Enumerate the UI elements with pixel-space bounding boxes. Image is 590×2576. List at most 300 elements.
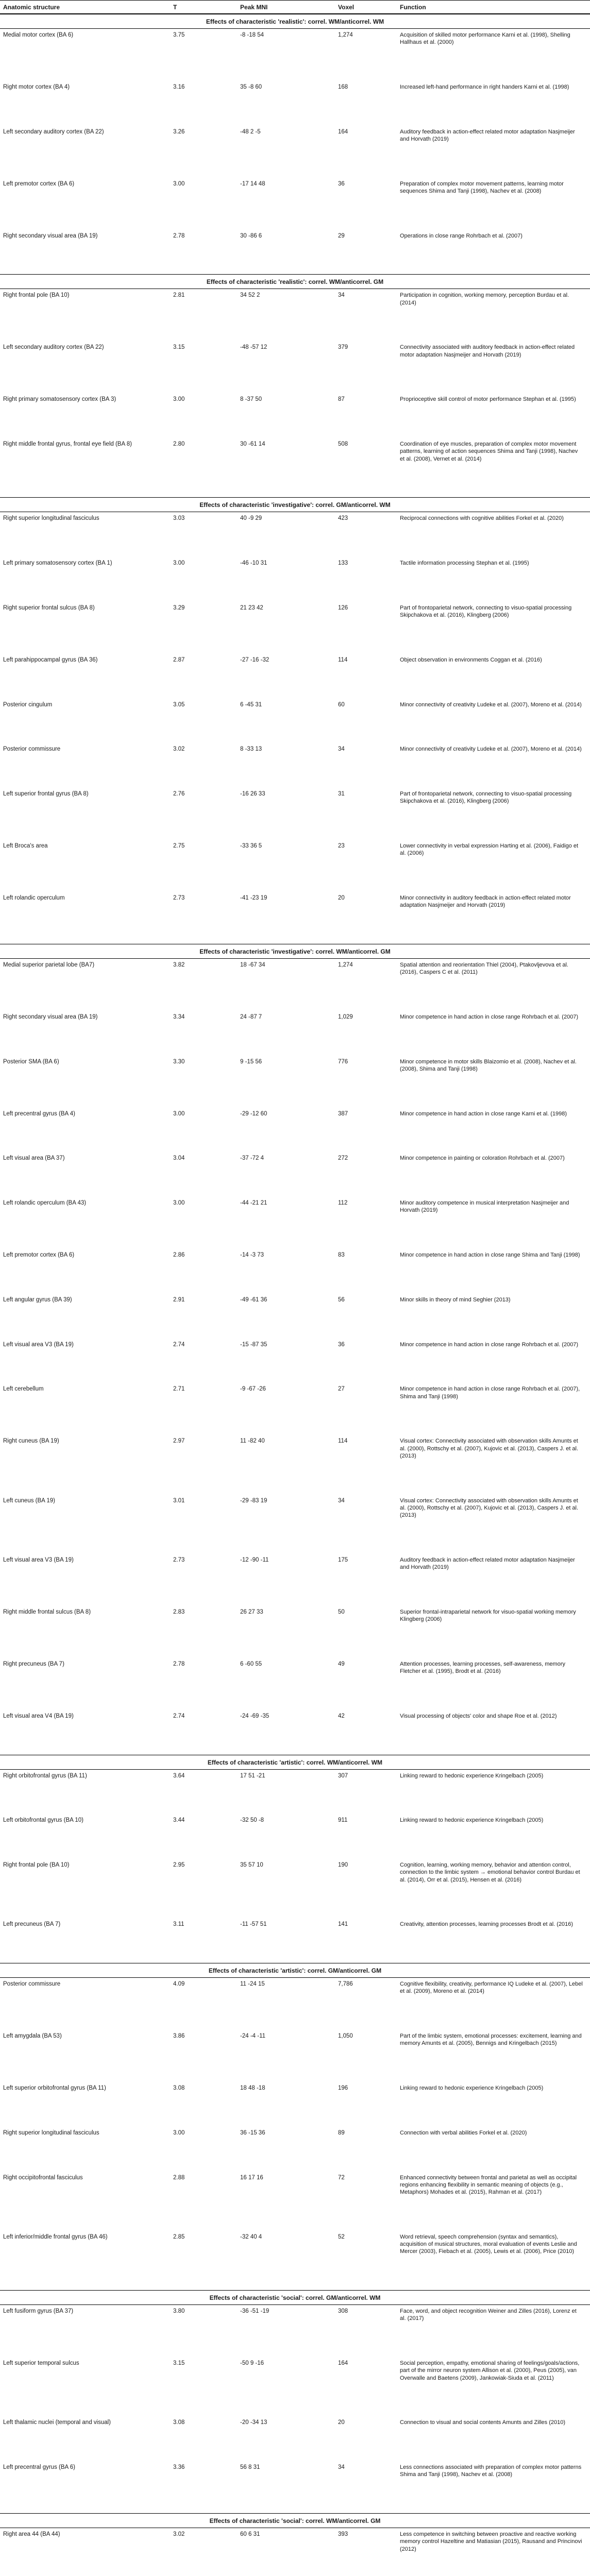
cell-function: Linking reward to hedonic experience Kringelbach (2005) <box>400 2085 544 2091</box>
cell-structure: Left precuneus (BA 7) <box>3 1921 61 1928</box>
cell-voxel: 83 <box>338 1252 345 1259</box>
cell-peak-mni: -20 -34 13 <box>240 2419 267 2426</box>
cell-voxel: 29 <box>338 232 345 239</box>
section-title: Effects of characteristic 'social': correl. GM/anticorrel. WM <box>0 2290 590 2305</box>
cell-peak-mni: -50 9 -16 <box>240 2360 264 2366</box>
cell-peak-mni: -29 -12 60 <box>240 1110 267 1117</box>
cell-function: Auditory feedback in action-effect related motor adaptation Nasjmeijer and Horvath (2019) <box>400 128 575 143</box>
table-row <box>0 2127 590 2172</box>
cell-voxel: 387 <box>338 1110 348 1117</box>
cell-peak-mni: 18 48 -18 <box>240 2085 265 2091</box>
cell-voxel: 34 <box>338 746 345 753</box>
cell-voxel: 141 <box>338 1921 348 1928</box>
cell-function: Lower connectivity in verbal expression Harting et al. (2006), Faidigo et al. (2006) <box>400 843 579 857</box>
cell-peak-mni: 21 23 42 <box>240 604 263 611</box>
cell-structure: Medial superior parietal lobe (BA7) <box>3 961 95 968</box>
cell-structure: Right motor cortex (BA 4) <box>3 83 70 90</box>
cell-t: 2.76 <box>173 791 185 798</box>
cell-function: Less connections associated with preparation of complex motor patterns Shima and Tanji (1998), Nachev et al. (2008) <box>400 2464 582 2478</box>
cell-peak-mni: -49 -61 36 <box>240 1296 267 1303</box>
cell-voxel: 1,050 <box>338 2033 353 2040</box>
cell-function: Minor competence in motor skills Blaizomio et al. (2008), Nachev et al. (2008), Shima and Tanji (1998) <box>400 1058 577 1072</box>
cell-peak-mni: -27 -16 -32 <box>240 656 269 663</box>
cell-peak-mni: -32 40 4 <box>240 2233 262 2240</box>
cell-function: Linking reward to hedonic experience Kringelbach (2005) <box>400 1772 544 1779</box>
header-voxel: Voxel <box>338 4 355 11</box>
cell-voxel: 308 <box>338 2308 348 2315</box>
cell-structure: Left visual area V3 (BA 19) <box>3 1556 74 1563</box>
header-function: Function <box>400 4 426 11</box>
cell-structure: Left angular gyrus (BA 39) <box>3 1296 72 1303</box>
cell-structure: Left fusiform gyrus (BA 37) <box>3 2308 74 2315</box>
cell-t: 3.80 <box>173 2308 185 2315</box>
cell-function: Superior frontal-intraparietal network for visuo-spatial working memory Klingberg (2006) <box>400 1608 576 1623</box>
cell-peak-mni: 30 -86 6 <box>240 232 262 239</box>
cell-t: 3.03 <box>173 515 185 522</box>
table-row <box>0 2305 590 2357</box>
cell-peak-mni: -24 -4 -11 <box>240 2033 266 2040</box>
table-row <box>0 2231 590 2290</box>
cell-voxel: 393 <box>338 2531 348 2537</box>
section-title: Effects of characteristic 'investigative': correl. WM/anticorrel. GM <box>0 944 590 959</box>
table-row <box>0 2172 590 2231</box>
cell-voxel: 20 <box>338 895 345 902</box>
cell-structure: Left superior temporal sulcus <box>3 2360 79 2366</box>
cell-t: 3.15 <box>173 344 185 351</box>
cell-t: 2.83 <box>173 1608 185 1615</box>
cell-peak-mni: 8 -33 13 <box>240 746 262 753</box>
cell-peak-mni: -44 -21 21 <box>240 1200 267 1207</box>
cell-voxel: 36 <box>338 180 345 187</box>
table-row <box>0 699 590 743</box>
cell-t: 3.00 <box>173 560 185 567</box>
cell-structure: Right superior longitudinal fasciculus <box>3 515 99 522</box>
cell-structure: Left visual area (BA 37) <box>3 1155 65 1162</box>
cell-structure: Left amygdala (BA 53) <box>3 2033 62 2040</box>
cell-function: Increased left-hand performance in right handers Karni et al. (1998) <box>400 83 569 90</box>
table-row <box>0 1978 590 2030</box>
cell-peak-mni: -48 -57 12 <box>240 344 267 351</box>
cell-structure: Posterior SMA (BA 6) <box>3 1058 59 1065</box>
table-row <box>0 2357 590 2416</box>
cell-function: Minor competence in hand action in close range Rohrbach et al. (2007) <box>400 1341 579 1348</box>
cell-t: 2.95 <box>173 1862 185 1869</box>
section-title: Effects of characteristic 'investigative': correl. GM/anticorrel. WM <box>0 497 590 512</box>
cell-peak-mni: 16 17 16 <box>240 2174 263 2181</box>
cell-voxel: 126 <box>338 604 348 611</box>
table-row <box>0 959 590 1011</box>
cell-t: 3.29 <box>173 604 185 611</box>
cell-peak-mni: 8 -37 50 <box>240 396 262 403</box>
cell-structure: Left thalamic nuclei (temporal and visual) <box>3 2419 111 2426</box>
cell-voxel: 7,786 <box>338 1981 353 1988</box>
cell-voxel: 911 <box>338 1817 348 1824</box>
cell-t: 3.01 <box>173 1497 185 1504</box>
cell-voxel: 164 <box>338 128 348 135</box>
cell-function: Minor skills in theory of mind Seghier (2013) <box>400 1296 511 1303</box>
header-peak-mni: Peak MNI <box>240 4 268 11</box>
cell-voxel: 114 <box>338 656 348 663</box>
table-row <box>0 1197 590 1249</box>
cell-t: 3.15 <box>173 2360 185 2366</box>
cell-function: Minor auditory competence in musical interpretation Nasjmeijer and Horvath (2019) <box>400 1200 569 1214</box>
cell-structure: Left superior orbitofrontal gyrus (BA 11) <box>3 2085 106 2091</box>
table-row <box>0 438 590 497</box>
table-row <box>0 654 590 699</box>
cell-t: 3.30 <box>173 1058 185 1065</box>
cell-voxel: 20 <box>338 2419 345 2426</box>
table-row <box>0 341 590 393</box>
section-title: Effects of characteristic 'realistic': correl. WM/anticorrel. WM <box>0 14 590 29</box>
cell-t: 3.82 <box>173 961 185 968</box>
cell-structure: Left visual area V4 (BA 19) <box>3 1713 74 1719</box>
cell-t: 3.00 <box>173 180 185 187</box>
cell-function: Visual cortex: Connectivity associated with observation skills Amunts et al. (2000), Rottschy et al. (2007), Kujovic et al. (2013), Caspers J. et al. (2013) <box>400 1438 579 1459</box>
cell-t: 4.09 <box>173 1981 185 1988</box>
cell-peak-mni: -17 14 48 <box>240 180 265 187</box>
table-row <box>0 743 590 788</box>
cell-voxel: 114 <box>338 1438 348 1445</box>
cell-function: Less competence in switching between proactive and reactive working memory control Hazeltine and Matiasian (2015), Rausand and Princinovi (2012) <box>400 2531 582 2552</box>
cell-function: Object observation in environments Coggan et al. (2016) <box>400 656 542 663</box>
table-row <box>0 1383 590 1435</box>
cell-voxel: 23 <box>338 843 345 850</box>
cell-function: Word retrieval, speech comprehension (syntax and semantics), acquisition of musical structures, moral evaluation of events Leslie and Mercer (2003), Fiebach et al. (2005), Lewis et al. (2006), Price (2010) <box>400 2233 577 2255</box>
cell-structure: Posterior commissure <box>3 746 61 753</box>
cell-peak-mni: 35 -8 60 <box>240 83 262 90</box>
cell-voxel: 72 <box>338 2174 345 2181</box>
cell-peak-mni: 18 -67 34 <box>240 961 265 968</box>
cell-structure: Left cerebellum <box>3 1386 44 1393</box>
cell-voxel: 89 <box>338 2129 345 2136</box>
section-title: Effects of characteristic 'artistic': correl. WM/anticorrel. WM <box>0 1755 590 1770</box>
cell-voxel: 27 <box>338 1386 345 1393</box>
cell-structure: Right orbitofrontal gyrus (BA 11) <box>3 1772 87 1779</box>
header-structure: Anatomic structure <box>3 4 60 11</box>
cell-t: 2.73 <box>173 1556 185 1563</box>
cell-t: 3.26 <box>173 128 185 135</box>
table-row <box>0 1011 590 1056</box>
cell-t: 2.97 <box>173 1438 185 1445</box>
cell-peak-mni: 35 57 10 <box>240 1862 263 1869</box>
cell-structure: Left premotor cortex (BA 6) <box>3 180 75 187</box>
cell-voxel: 776 <box>338 1058 348 1065</box>
cell-function: Operations in close range Rohrbach et al. (2007) <box>400 232 522 239</box>
table-row <box>0 1710 590 1755</box>
cell-structure: Right occipitofrontal fasciculus <box>3 2174 83 2181</box>
cell-peak-mni: 40 -9 29 <box>240 515 262 522</box>
cell-t: 3.00 <box>173 1200 185 1207</box>
cell-structure: Right middle frontal gyrus, frontal eye field (BA 8) <box>3 441 132 448</box>
cell-function: Minor competence in painting or coloration Rohrbach et al. (2007) <box>400 1155 565 1162</box>
cell-peak-mni: -32 50 -8 <box>240 1817 264 1824</box>
cell-t: 2.87 <box>173 656 185 663</box>
table-row <box>0 81 590 126</box>
cell-peak-mni: -33 36 5 <box>240 843 262 850</box>
cell-t: 2.86 <box>173 1252 185 1259</box>
table-row <box>0 892 590 944</box>
cell-peak-mni: -9 -67 -26 <box>240 1386 266 1393</box>
cell-voxel: 1,029 <box>338 1013 353 1020</box>
cell-t: 3.00 <box>173 396 185 403</box>
cell-t: 2.74 <box>173 1713 185 1719</box>
cell-peak-mni: -15 -87 35 <box>240 1341 267 1348</box>
cell-t: 2.78 <box>173 232 185 239</box>
cell-function: Participation in cognition, working memory, perception Burdau et al. (2014) <box>400 292 569 306</box>
table-row <box>0 1770 590 1815</box>
cell-structure: Right precuneus (BA 7) <box>3 1660 64 1667</box>
cell-t: 2.78 <box>173 1660 185 1667</box>
cell-function: Part of the limbic system, emotional processes: excitement, learning and memory Amunts et al. (2005), Bennigs and Kringelbach (2015) <box>400 2033 582 2047</box>
cell-structure: Left secondary auditory cortex (BA 22) <box>3 344 104 351</box>
table-row <box>0 1606 590 1658</box>
table-header <box>0 0 590 14</box>
cell-t: 3.04 <box>173 1155 185 1162</box>
cell-voxel: 34 <box>338 1497 345 1504</box>
cell-t: 2.74 <box>173 1341 185 1348</box>
cell-structure: Right superior frontal sulcus (BA 8) <box>3 604 95 611</box>
cell-t: 3.64 <box>173 1772 185 1779</box>
cell-structure: Left Broca's area <box>3 843 48 850</box>
table-row <box>0 1918 590 1963</box>
cell-function: Part of frontoparietal network, connecting to visuo-spatial processing Skipchakova et al. (2016), Klingberg (2006) <box>400 604 572 619</box>
cell-peak-mni: 36 -15 36 <box>240 2129 265 2136</box>
cell-voxel: 50 <box>338 1608 345 1615</box>
cell-peak-mni: 11 -82 40 <box>240 1438 265 1445</box>
cell-peak-mni: 6 -60 55 <box>240 1660 262 1667</box>
cell-structure: Left primary somatosensory cortex (BA 1) <box>3 560 112 567</box>
table-row <box>0 1495 590 1554</box>
header-t: T <box>173 4 177 11</box>
cell-peak-mni: -48 2 -5 <box>240 128 261 135</box>
cell-peak-mni: -41 -23 19 <box>240 895 267 902</box>
cell-t: 2.80 <box>173 441 185 448</box>
cell-structure: Left orbitofrontal gyrus (BA 10) <box>3 1817 83 1824</box>
cell-voxel: 196 <box>338 2085 348 2091</box>
table-row <box>0 1249 590 1294</box>
cell-voxel: 508 <box>338 441 348 448</box>
cell-structure: Right frontal pole (BA 10) <box>3 1862 70 1869</box>
cell-voxel: 87 <box>338 396 345 403</box>
cell-function: Visual processing of objects' color and shape Roe et al. (2012) <box>400 1713 557 1719</box>
cell-t: 3.08 <box>173 2085 185 2091</box>
cell-structure: Left rolandic operculum (BA 43) <box>3 1200 87 1207</box>
cell-peak-mni: 34 52 2 <box>240 292 260 299</box>
cell-function: Tactile information processing Stephan et al. (1995) <box>400 560 529 567</box>
cell-voxel: 56 <box>338 1296 345 1303</box>
table-row <box>0 2416 590 2461</box>
cell-t: 3.00 <box>173 2129 185 2136</box>
table-row <box>0 602 590 654</box>
cell-peak-mni: 24 -87 7 <box>240 1013 262 1020</box>
table-row <box>0 840 590 892</box>
cell-function: Cognitive flexibility, creativity, performance IQ Ludeke et al. (2007), Lebel et al. (2009), Moreno et al. (2014) <box>400 1981 583 1995</box>
cell-peak-mni: -36 -51 -19 <box>240 2308 269 2315</box>
cell-voxel: 1,274 <box>338 961 353 968</box>
table-row <box>0 557 590 602</box>
cell-structure: Right cuneus (BA 19) <box>3 1438 59 1445</box>
cell-function: Minor connectivity in auditory feedback in action-effect related motor adaptation Nasjmeijer and Horvath (2019) <box>400 895 571 909</box>
table-row <box>0 2082 590 2127</box>
cell-function: Minor connectivity of creativity Ludeke et al. (2007), Moreno et al. (2014) <box>400 746 582 753</box>
cell-structure: Posterior commissure <box>3 1981 61 1988</box>
cell-t: 2.91 <box>173 1296 185 1303</box>
cell-voxel: 112 <box>338 1200 348 1207</box>
cell-t: 2.85 <box>173 2233 185 2240</box>
cell-function: Minor competence in hand action in close range Shima and Tanji (1998) <box>400 1252 580 1259</box>
cell-t: 3.34 <box>173 1013 185 1020</box>
cell-function: Linking reward to hedonic experience Kringelbach (2005) <box>400 1817 544 1824</box>
cell-function: Connectivity associated with auditory feedback in action-effect related motor adaptation Nasjmeijer and Horvath (2019) <box>400 344 575 358</box>
cell-t: 3.11 <box>173 1921 184 1928</box>
cell-t: 3.02 <box>173 2531 185 2537</box>
table-row <box>0 1338 590 1383</box>
cell-structure: Right superior longitudinal fasciculus <box>3 2129 99 2136</box>
cell-voxel: 34 <box>338 2464 345 2471</box>
cell-peak-mni: 56 8 31 <box>240 2464 260 2471</box>
cell-voxel: 31 <box>338 791 345 798</box>
cell-structure: Left premotor cortex (BA 6) <box>3 1252 75 1259</box>
cell-structure: Left visual area V3 (BA 19) <box>3 1341 74 1348</box>
cell-function: Creativity, attention processes, learning processes Brodt et al. (2016) <box>400 1921 574 1928</box>
table-row <box>0 1294 590 1338</box>
cell-voxel: 52 <box>338 2233 345 2240</box>
cell-voxel: 36 <box>338 1341 345 1348</box>
cell-t: 2.88 <box>173 2174 185 2181</box>
cell-function: Visual cortex: Connectivity associated with observation skills Amunts et al. (2000), Rottschy et al. (2007), Kujovic et al. (2013), Caspers J. et al. (2013) <box>400 1497 579 1519</box>
cell-structure: Right secondary visual area (BA 19) <box>3 232 98 239</box>
cell-voxel: 42 <box>338 1713 345 1719</box>
cell-function: Minor competence in hand action in close range Rohrbach et al. (2007) <box>400 1013 579 1020</box>
table-row <box>0 2461 590 2513</box>
cell-peak-mni: 17 51 -21 <box>240 1772 265 1779</box>
cell-voxel: 272 <box>338 1155 348 1162</box>
cell-structure: Left secondary auditory cortex (BA 22) <box>3 128 104 135</box>
table-row <box>0 178 590 230</box>
cell-t: 3.02 <box>173 746 185 753</box>
cell-function: Reciprocal connections with cognitive abilities Forkel et al. (2020) <box>400 515 564 522</box>
cell-voxel: 133 <box>338 560 348 567</box>
table-row <box>0 1554 590 1606</box>
cell-t: 3.44 <box>173 1817 185 1824</box>
cell-t: 3.08 <box>173 2419 185 2426</box>
cell-structure: Left cuneus (BA 19) <box>3 1497 56 1504</box>
cell-function: Attention processes, learning processes, self-awareness, memory Fletcher et al. (1995), Brodt et al. (2016) <box>400 1660 565 1675</box>
cell-function: Preparation of complex motor movement patterns, learning motor sequences Shima and Tanji (1998), Nachev et al. (2008) <box>400 180 564 194</box>
table-row <box>0 29 590 81</box>
cell-peak-mni: -14 -3 73 <box>240 1252 264 1259</box>
table-row <box>0 2528 590 2576</box>
cell-peak-mni: 9 -15 56 <box>240 1058 262 1065</box>
cell-t: 3.36 <box>173 2464 185 2471</box>
cell-voxel: 49 <box>338 1660 345 1667</box>
cell-peak-mni: -16 26 33 <box>240 791 265 798</box>
cell-t: 2.73 <box>173 895 185 902</box>
cell-peak-mni: -11 -57 51 <box>240 1921 267 1928</box>
cell-function: Acquisition of skilled motor performance Karni et al. (1998), Shelling Hallhaus et al. (2000) <box>400 32 570 46</box>
cell-voxel: 307 <box>338 1772 348 1779</box>
cell-function: Enhanced connectivity between frontal and parietal as well as occipital regions enhancing flexibility in semantic meaning of objects (e.g., Metaphors) Mohades et al. (2015), Rahman et al. (2017) <box>400 2174 577 2196</box>
cell-function: Minor competence in hand action in close range Karni et al. (1998) <box>400 1110 567 1117</box>
table-row <box>0 1108 590 1153</box>
table-row <box>0 289 590 341</box>
table-row <box>0 1152 590 1197</box>
cell-function: Minor competence in hand action in close range Rohrbach et al. (2007), Shima and Tanji (1998) <box>400 1386 580 1400</box>
cell-function: Proprioceptive skill control of motor performance Stephan et al. (1995) <box>400 396 576 403</box>
cell-structure: Left inferior/middle frontal gyrus (BA 46) <box>3 2233 108 2240</box>
cell-t: 3.75 <box>173 32 185 38</box>
cell-voxel: 34 <box>338 292 345 299</box>
table-row <box>0 1859 590 1918</box>
cell-peak-mni: 6 -45 31 <box>240 701 262 708</box>
cell-structure: Posterior cingulum <box>3 701 53 708</box>
section-title: Effects of characteristic 'realistic': correl. WM/anticorrel. GM <box>0 274 590 289</box>
cell-function: Part of frontoparietal network, connecting to visuo-spatial processing Skipchakova et al. (2016), Klingberg (2006) <box>400 791 572 805</box>
cell-voxel: 60 <box>338 701 345 708</box>
cell-structure: Right primary somatosensory cortex (BA 3) <box>3 396 116 403</box>
cell-t: 2.71 <box>173 1386 185 1393</box>
cell-structure: Right frontal pole (BA 10) <box>3 292 70 299</box>
table-row <box>0 1056 590 1108</box>
cell-peak-mni: -37 -72 4 <box>240 1155 264 1162</box>
table-row <box>0 230 590 275</box>
cell-function: Auditory feedback in action-effect related motor adaptation Nasjmeijer and Horvath (2019) <box>400 1556 575 1571</box>
cell-structure: Right secondary visual area (BA 19) <box>3 1013 98 1020</box>
cell-function: Face, word, and object recognition Weiner and Zilles (2016), Lorenz et al. (2017) <box>400 2308 577 2322</box>
cell-structure: Left parahippocampal gyrus (BA 36) <box>3 656 98 663</box>
cell-peak-mni: -12 -90 -11 <box>240 1556 269 1563</box>
cell-function: Connection with verbal abilities Forkel et al. (2020) <box>400 2129 527 2136</box>
cell-function: Minor connectivity of creativity Ludeke et al. (2007), Moreno et al. (2014) <box>400 701 582 708</box>
cell-structure: Left rolandic operculum <box>3 895 65 902</box>
cell-function: Spatial attention and reorientation Thiel (2004), Ptakovljevova et al. (2016), Caspers C et al. (2011) <box>400 961 568 976</box>
cell-peak-mni: -24 -69 -35 <box>240 1713 269 1719</box>
table-row <box>0 1658 590 1710</box>
cell-voxel: 164 <box>338 2360 348 2366</box>
cell-function: Cognition, learning, working memory, behavior and attention control, connection to the limbic system → emotional behavior control Burdau et al. (2014), Orr et al. (2015), Hensen et al. (2016) <box>400 1862 580 1883</box>
table-row <box>0 788 590 840</box>
table-row <box>0 126 590 178</box>
cell-voxel: 168 <box>338 83 348 90</box>
cell-peak-mni: -8 -18 54 <box>240 32 264 38</box>
cell-voxel: 175 <box>338 1556 348 1563</box>
cell-t: 3.05 <box>173 701 185 708</box>
cell-structure: Right area 44 (BA 44) <box>3 2531 60 2537</box>
cell-function: Coordination of eye muscles, preparation of complex motor movement patterns, learning of action sequences Shima and Tanji (1998), Nachev et al. (2008), Vernet et al. (2014) <box>400 441 578 462</box>
table-row <box>0 1435 590 1494</box>
cell-peak-mni: 30 -61 14 <box>240 441 265 448</box>
cell-structure: Left precentral gyrus (BA 6) <box>3 2464 75 2471</box>
cell-voxel: 423 <box>338 515 348 522</box>
cell-peak-mni: 11 -24 15 <box>240 1981 265 1988</box>
cell-function: Connection to visual and social contents Amunts and Zilles (2010) <box>400 2419 566 2426</box>
cell-structure: Left superior frontal gyrus (BA 8) <box>3 791 89 798</box>
cell-t: 3.86 <box>173 2033 185 2040</box>
table-row <box>0 1814 590 1859</box>
cell-t: 3.16 <box>173 83 185 90</box>
cell-peak-mni: -29 -83 19 <box>240 1497 267 1504</box>
table-row <box>0 393 590 438</box>
cell-structure: Left precentral gyrus (BA 4) <box>3 1110 75 1117</box>
cell-peak-mni: 60 6 31 <box>240 2531 260 2537</box>
cell-voxel: 190 <box>338 1862 348 1869</box>
cell-voxel: 379 <box>338 344 348 351</box>
cell-voxel: 1,274 <box>338 32 353 38</box>
cell-t: 3.00 <box>173 1110 185 1117</box>
table-row <box>0 512 590 557</box>
cell-peak-mni: 26 27 33 <box>240 1608 263 1615</box>
cell-t: 2.75 <box>173 843 185 850</box>
